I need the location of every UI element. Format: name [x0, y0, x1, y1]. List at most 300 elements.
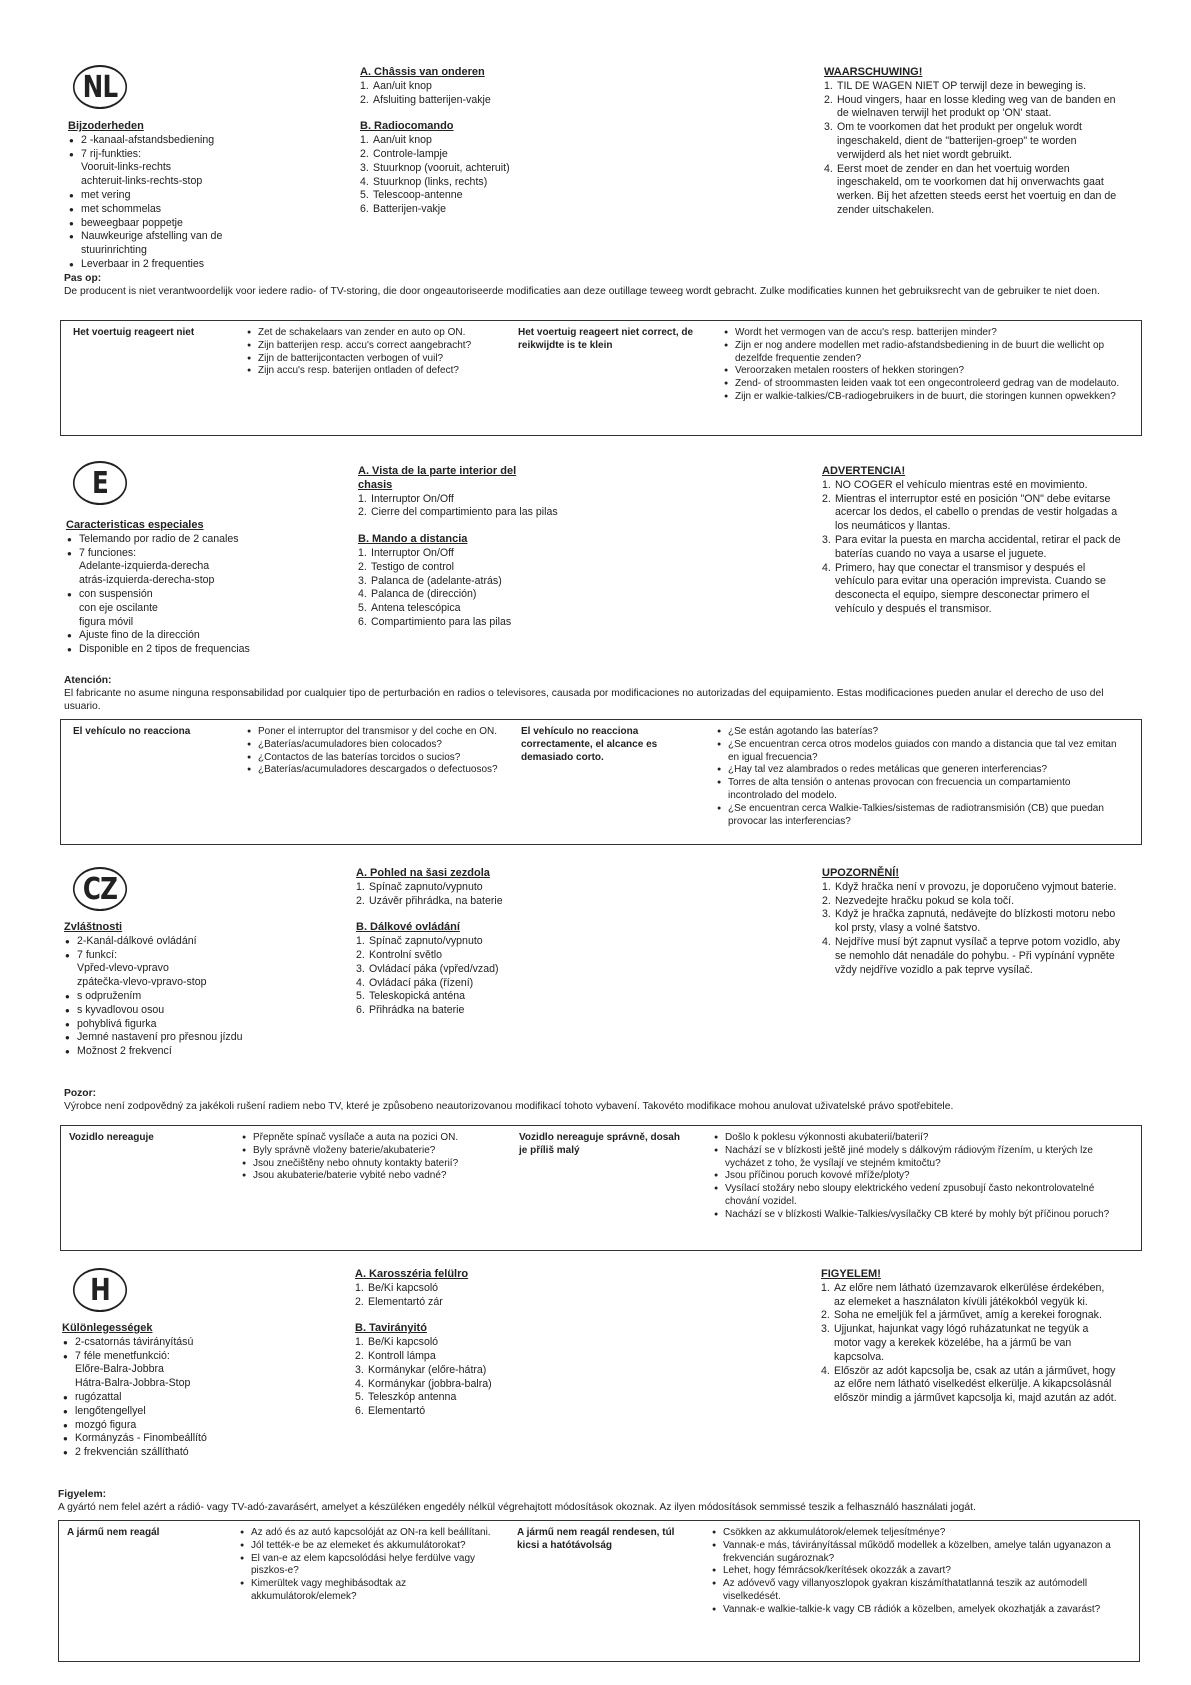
list-item-text: 2 -kanaal-afstandsbediening	[81, 133, 215, 146]
list-item-text: 2-Kanál-dálkové ovládání	[77, 934, 197, 947]
list-item	[821, 1323, 1117, 1364]
list-number: 1.	[824, 79, 833, 92]
features-title: Caracteristicas especiales	[66, 519, 204, 531]
list-number: 4.	[822, 561, 831, 574]
trouble1-title: Het voertuig reageert niet	[73, 327, 195, 338]
list-number: 3.	[356, 962, 365, 975]
parts-a-title: A. Vista de la parte interior del chasis	[358, 465, 517, 491]
list-number: 4.	[821, 1364, 830, 1377]
list-item-text: Houd vingers, haar en losse kleding weg van de banden en de wielnaven terwijl het produkt op 'ON' staat.	[837, 93, 1116, 120]
list-item	[66, 588, 286, 629]
warning-list	[822, 881, 1122, 978]
list-item	[360, 189, 590, 203]
list-item-text: Zend- of stroommasten leiden vaak tot een ongecontroleerd gedrag van de modelauto.	[735, 378, 1120, 390]
list-number: 1.	[358, 492, 367, 505]
trouble1-title: El vehículo no reacciona	[73, 726, 191, 737]
list-item-text: met schommelas	[81, 202, 162, 215]
language-badge: NL	[73, 65, 127, 109]
list-item	[360, 176, 590, 190]
list-item-text: ¿Baterías/acumuladores descargados o defectuosos?	[258, 764, 498, 776]
list-number: 1.	[358, 546, 367, 559]
parts-a-list	[358, 493, 588, 521]
parts-b-title: B. Radiocomando	[360, 120, 454, 133]
list-item-text: 2 frekvencián szállítható	[75, 1446, 189, 1459]
list-item-text: Stuurknop (links, rechts)	[373, 175, 488, 188]
troubleshooting-table	[60, 719, 1142, 845]
parts	[360, 66, 590, 217]
list-item	[355, 1364, 585, 1378]
list-item-text: Palanca de (dirección)	[371, 588, 477, 601]
list-item-text: Teleszkóp antenna	[368, 1391, 457, 1404]
list-number: 4.	[355, 1377, 364, 1390]
troubleshooting-table	[60, 320, 1142, 436]
list-item	[246, 353, 506, 366]
language-badge: H	[73, 1268, 127, 1312]
list-item	[821, 1309, 1117, 1323]
trouble1-list	[246, 726, 506, 777]
list-number: 2.	[360, 93, 369, 106]
features-title: Különlegességek	[62, 1322, 153, 1334]
list-number: 1.	[821, 1281, 830, 1294]
list-item-text: Veroorzaken metalen roosters of hekken storingen?	[735, 365, 965, 377]
list-number: 2.	[356, 948, 365, 961]
list-item-text: Vysílací stožáry nebo sloupy elektrického vedení zpusobují často nekontrolovatelné chování vozidel.	[725, 1183, 1095, 1207]
list-item	[62, 1432, 282, 1446]
trouble1-list	[239, 1527, 499, 1604]
warning-title: UPOZORNĚNÍ!	[822, 867, 899, 879]
list-item-text: Primero, hay que conectar el transmisor y después el vehículo para evitar una operación imprevista. Cuando se desconecta el equipo, siempre desconectar primero el vehículo y después el transmisor.	[835, 561, 1106, 615]
list-item-text: Ajuste fino de la dirección	[79, 629, 200, 642]
list-number: 2.	[822, 492, 831, 505]
list-item	[723, 327, 1133, 340]
list-item	[822, 562, 1126, 617]
features	[68, 120, 268, 272]
list-item	[358, 602, 588, 616]
list-number: 4.	[822, 935, 831, 948]
list-item	[62, 1446, 282, 1460]
list-item-text: Compartimiento para las pilas	[371, 615, 512, 628]
list-item	[822, 936, 1122, 977]
caution-text: A gyártó nem felel azért a rádió- vagy TV-adó-zavarásért, amelyet a készüléken engedély nélkül végrehajtott módosítások okoznak. Az ilyen módosítások semmissé teszik a felhasználó használati jogát.	[58, 1502, 976, 1513]
list-item	[64, 1018, 284, 1032]
list-item	[713, 1183, 1123, 1209]
list-item	[355, 1378, 585, 1392]
list-item	[713, 1209, 1123, 1222]
list-item-text: Jsou znečištěny nebo ohnuty kontakty baterií?	[253, 1157, 459, 1169]
list-item-text: s kyvadlovou osou	[77, 1003, 165, 1016]
list-item	[241, 1145, 501, 1158]
list-item	[62, 1391, 282, 1405]
warning-list	[824, 80, 1126, 218]
list-item	[356, 949, 586, 963]
list-item-text: Nachází se v blízkosti ještě jiné modely s dálkovým rádiovým řízením, u kterých lze vycházet z toho, že vysílají ve stejném kmitočtu?	[725, 1144, 1093, 1169]
list-item-text: Telescoop-antenne	[373, 189, 463, 202]
list-item-text: Interruptor On/Off	[371, 546, 454, 559]
warning-list	[821, 1282, 1117, 1406]
list-item-text: lengőtengellyel	[75, 1404, 146, 1417]
list-item-text: ¿Se encuentran cerca otros modelos guiados con mando a distancia que tal vez emitan en igual frecuencia?	[728, 738, 1117, 763]
list-item-text: Nauwkeurige afstelling van de stuurinrichting	[81, 230, 223, 257]
list-item	[246, 365, 506, 378]
parts-b-list	[356, 935, 586, 1018]
list-item-text: Byly správně vloženy baterie/akubaterie?	[253, 1144, 436, 1156]
list-item	[62, 1336, 282, 1350]
features	[66, 519, 286, 657]
list-item-text: Došlo k poklesu výkonnosti akubaterií/baterií?	[725, 1132, 929, 1143]
trouble2-list	[711, 1527, 1131, 1617]
list-item-text: Interruptor On/Off	[371, 492, 454, 505]
parts-b-title: B. Tavirányitó	[355, 1322, 427, 1335]
caution-text: De producent is niet verantwoordelijk voor iedere radio- of TV-storing, die door ongeautoriseerde modificaties aan deze outillage teweeg wordt gebracht. Zulke modificaties kunnen het gebruiksrecht van de gebruiker te niet doen.	[64, 286, 1100, 297]
warnings	[822, 867, 1122, 977]
list-item	[824, 163, 1126, 218]
list-item	[355, 1350, 585, 1364]
warnings	[821, 1268, 1117, 1406]
list-item	[360, 203, 590, 217]
list-number: 3.	[822, 908, 831, 921]
parts-b-list	[355, 1336, 585, 1419]
troubleshooting-table	[58, 1520, 1140, 1662]
list-item	[68, 230, 268, 258]
parts-a-title: A. Châssis van onderen	[360, 66, 485, 78]
list-item-text: Palanca de (adelante-atrás)	[371, 574, 502, 587]
caution	[58, 1488, 1123, 1514]
features-list	[64, 935, 284, 1059]
list-item-text: Testigo de control	[371, 560, 455, 573]
list-item-text: mozgó figura	[75, 1418, 137, 1431]
list-item-text: Batterijen-vakje	[373, 203, 447, 216]
list-item-text: ¿Baterías/acumuladores bien colocados?	[258, 738, 442, 750]
list-item-text: Stuurknop (vooruit, achteruit)	[373, 161, 510, 174]
list-item-text: Kimerültek vagy meghibásodtak az akkumulátorok/elemek?	[251, 1578, 407, 1602]
list-number: 1.	[356, 935, 365, 948]
list-item-text: Přihrádka na baterie	[369, 1004, 465, 1017]
list-item	[824, 94, 1126, 122]
list-item-text: 7 rij-funkties: Vooruit-links-rechts achteruit-links-rechts-stop	[81, 147, 203, 188]
caution	[64, 1087, 1129, 1113]
list-item-text: Ujjunkat, hajunkat vagy lógó ruházatunkat ne tegyük a motor vagy a kerekek közelébe, ha a jármű be van kapcsolva.	[834, 1323, 1089, 1363]
list-item-text: Elementartó	[368, 1405, 426, 1418]
list-item	[356, 1004, 586, 1018]
list-item-text: Jsou příčinou poruch kovové mříže/ploty?	[725, 1170, 910, 1182]
list-item	[358, 616, 588, 630]
list-item	[360, 80, 590, 94]
list-item-text: Be/Ki kapcsoló	[368, 1281, 439, 1294]
list-number: 1.	[360, 134, 369, 147]
list-item-text: Ovládací páka (vpřed/vzad)	[369, 962, 499, 975]
list-item	[239, 1527, 499, 1540]
list-item-text: met vering	[81, 188, 131, 201]
list-number: 6.	[356, 1004, 365, 1017]
caution-title: Pas op:	[64, 273, 102, 284]
list-item-text: Jemné nastavení pro přesnou jízdu	[77, 1031, 243, 1044]
list-number: 6.	[355, 1405, 364, 1418]
list-item-text: Zijn de batterijcontacten verbogen of vuil?	[258, 352, 444, 364]
list-number: 5.	[355, 1391, 364, 1404]
list-number: 3.	[822, 533, 831, 546]
list-number: 5.	[356, 990, 365, 1003]
trouble2-list	[723, 327, 1133, 404]
list-item-text: Lehet, hogy fémrácsok/kerítések okozzák a zavart?	[723, 1565, 951, 1577]
troubleshooting-table	[60, 1125, 1142, 1251]
list-number: 1.	[355, 1336, 364, 1349]
list-item	[356, 935, 586, 949]
list-item	[822, 895, 1122, 909]
list-item-text: Kormánykar (jobbra-balra)	[368, 1377, 492, 1390]
list-item	[360, 94, 590, 108]
list-item	[822, 881, 1122, 895]
list-item	[824, 121, 1126, 162]
list-item	[711, 1527, 1131, 1540]
list-item	[711, 1540, 1131, 1566]
list-number: 2.	[355, 1349, 364, 1362]
list-item	[716, 777, 1126, 803]
parts-a-title: A. Karosszéria felülro	[355, 1268, 469, 1280]
list-item-text: Kormánykar (előre-hátra)	[368, 1363, 487, 1376]
list-item-text: Zijn er walkie-talkies/CB-radiogebruikers in de buurt, die storingen kunnen opwekken?	[735, 390, 1116, 402]
list-item	[358, 506, 588, 520]
list-item-text: Controle-lampje	[373, 147, 448, 160]
list-item	[716, 803, 1126, 829]
list-item	[711, 1565, 1131, 1578]
list-item	[360, 134, 590, 148]
list-item-text: Nachází se v blízkosti Walkie-Talkies/vysílačky CB které by mohly být příčinou poruch?	[725, 1208, 1110, 1220]
list-item-text: rugózattal	[75, 1390, 122, 1403]
list-number: 4.	[360, 175, 369, 188]
features-list	[62, 1336, 282, 1460]
features	[62, 1322, 282, 1460]
list-item-text: Kontrolní světlo	[369, 948, 443, 961]
features-list	[68, 134, 268, 272]
list-item-text: Spínač zapnuto/vypnuto	[369, 880, 483, 893]
list-item-text: Zet de schakelaars van zender en auto op ON.	[258, 327, 466, 338]
list-item-text: Afsluiting batterijen-vakje	[373, 93, 491, 106]
list-item-text: Először az adót kapcsolja be, csak az után a járművet, hogy az előre nem látható viselkedést elkerülje. A kikapcsolásnál először mindig a járművet kapcsolja ki, majd azután az adót.	[834, 1364, 1117, 1405]
list-item	[358, 493, 588, 507]
list-item	[64, 1004, 284, 1018]
list-item-text: 7 funciones: Adelante-izquierda-derecha atrás-izquierda-derecha-stop	[79, 546, 215, 587]
list-item	[355, 1296, 585, 1310]
list-item-text: Torres de alta tensión o antenas provocan con frecuencia un compartamiento incontrolado del modelo.	[728, 777, 1071, 801]
parts-b-list	[358, 547, 588, 630]
warning-list	[822, 479, 1126, 617]
list-item	[356, 895, 586, 909]
features	[64, 921, 284, 1059]
list-item	[68, 148, 268, 189]
list-item	[246, 739, 506, 752]
list-item-text: Cierre del compartimiento para las pilas	[371, 506, 558, 519]
list-item-text: TIL DE WAGEN NIET OP terwijl deze in beweging is.	[837, 79, 1087, 92]
list-item	[241, 1132, 501, 1145]
warning-title: ADVERTENCIA!	[822, 465, 906, 477]
list-item	[64, 1045, 284, 1059]
trouble2-list	[716, 726, 1126, 828]
list-item-text: ¿Hay tal vez alambrados o redes metálicas que generen interferencias?	[728, 764, 1048, 776]
list-item	[713, 1132, 1123, 1145]
warnings	[824, 66, 1126, 218]
list-number: 5.	[358, 602, 367, 615]
list-item	[360, 148, 590, 162]
list-item-text: Kormányzás - Finombeállító	[75, 1432, 207, 1445]
parts	[355, 1268, 585, 1419]
list-item	[246, 752, 506, 765]
list-number: 3.	[824, 121, 833, 134]
list-item	[66, 533, 286, 547]
list-item-text: Teleskopická anténa	[369, 990, 465, 1003]
list-item-text: Mientras el interruptor esté en posición "ON" debe evitarse acercar los dedos, el cabello o prendas de vestir holgadas a los neumáticos y llantas.	[835, 492, 1118, 533]
caution-title: Atención:	[64, 675, 112, 686]
caution	[64, 674, 1129, 713]
list-item	[711, 1604, 1131, 1617]
list-item	[713, 1170, 1123, 1183]
list-item-text: Az előre nem látható üzemzavarok elkerülése érdekében, az elemeket a használaton kívüli játékokból vegyük ki.	[834, 1281, 1105, 1308]
list-item-text: Om te voorkomen dat het produkt per ongeluk wordt ingeschakeld, dient de "batterijen-groep" te worden verwijderd als het niet wordt gebruikt.	[837, 121, 1082, 161]
list-item	[822, 534, 1126, 562]
list-item	[713, 1145, 1123, 1171]
list-number: 2.	[358, 506, 367, 519]
list-item-text: Možnost 2 frekvencí	[77, 1045, 172, 1058]
list-item-text: Jól tették-e be az elemeket és akkumulátorokat?	[251, 1539, 466, 1551]
list-item	[355, 1405, 585, 1419]
list-item	[64, 935, 284, 949]
list-item-text: Telemando por radio de 2 canales	[79, 532, 239, 545]
list-item	[62, 1405, 282, 1419]
list-number: 1.	[822, 478, 831, 491]
list-item-text: s odpružením	[77, 989, 142, 1002]
list-number: 1.	[356, 880, 365, 893]
caution-title: Pozor:	[64, 1088, 97, 1099]
list-item	[246, 764, 506, 777]
list-item	[358, 588, 588, 602]
list-item-text: Spínač zapnuto/vypnuto	[369, 935, 483, 948]
parts	[358, 465, 588, 630]
list-number: 5.	[360, 189, 369, 202]
list-item	[66, 629, 286, 643]
list-item-text: Zijn batterijen resp. accu's correct aangebracht?	[258, 339, 472, 351]
trouble2-title: Vozidlo nereaguje správně, dosah je příliš malý	[519, 1132, 680, 1156]
list-item-text: Vannak-e walkie-talkie-k vagy CB rádiók a közelben, amelyek okozhatják a zavarást?	[723, 1603, 1101, 1615]
list-number: 6.	[360, 203, 369, 216]
list-item-text: Nejdříve musí být zapnut vysílač a teprve potom vozidlo, aby se nemohlo dát nenadále do pohybu. - Při vypínání vypněte vždy nejdříve vozidlo a pak teprve vysílač.	[835, 935, 1120, 976]
list-item-text: Disponible en 2 tipos de frequencias	[79, 643, 250, 656]
list-item	[64, 1031, 284, 1045]
warning-title: FIGYELEM!	[821, 1268, 881, 1280]
list-item-text: Be/Ki kapcsoló	[368, 1336, 439, 1349]
list-item-text: Soha ne emeljük fel a járművet, amíg a kerekei forognak.	[834, 1309, 1102, 1322]
list-item-text: Vannak-e más, távirányítással működő modellek a közelben, amelye talán ugyanazon a frekvencián sugároznak?	[723, 1539, 1111, 1564]
list-item	[239, 1540, 499, 1553]
list-item	[716, 764, 1126, 777]
list-item	[239, 1553, 499, 1579]
parts-b-title: B. Mando a distancia	[358, 533, 468, 546]
list-item	[360, 162, 590, 176]
list-item-text: Poner el interruptor del transmisor y del coche en ON.	[258, 726, 497, 737]
list-item-text: Leverbaar in 2 frequenties	[81, 257, 205, 270]
caution	[64, 272, 1129, 298]
list-number: 3.	[360, 161, 369, 174]
list-number: 4.	[358, 588, 367, 601]
list-number: 2.	[822, 894, 831, 907]
list-item-text: con suspensión con eje oscilante figura móvil	[79, 587, 158, 628]
list-item	[824, 80, 1126, 94]
list-item	[711, 1578, 1131, 1604]
list-item	[821, 1282, 1117, 1310]
parts-a-list	[356, 881, 586, 909]
list-number: 1.	[355, 1281, 364, 1294]
list-item-text: beweegbaar poppetje	[81, 216, 183, 229]
caution-text: El fabricante no asume ninguna responsabilidad por cualquier tipo de perturbación en radios o televisores, causada por modificaciones no autorizadas del equipamiento. Estas modificaciones pueden anular el derecho de uso del usuario.	[64, 688, 1104, 712]
list-number: 1.	[360, 79, 369, 92]
list-item	[356, 881, 586, 895]
list-item	[822, 479, 1126, 493]
trouble2-list	[713, 1132, 1123, 1222]
list-item	[239, 1578, 499, 1604]
list-item-text: 7 féle menetfunkció: Előre-Balra-Jobbra Hátra-Balra-Jobbra-Stop	[75, 1349, 191, 1390]
list-item-text: Nezvedejte hračku pokud se kola točí.	[835, 894, 1015, 907]
list-item-text: Eerst moet de zender en dan het voertuig worden ingeschakeld, om te voorkomen dat hij onverwachts gaat werken. Bij het afzetten steeds eerst het voertuig en dan de zender uitschakelen.	[837, 162, 1117, 216]
features-list	[66, 533, 286, 657]
list-item-text: Když je hračka zapnutá, nedávejte do blízkosti motoru nebo kol prsty, vlasy a volné šatstvo.	[835, 908, 1116, 935]
list-item-text: Zijn er nog andere modellen met radio-afstandsbediening in de buurt die wellicht op dezelfde frequentie zenden?	[735, 339, 1105, 364]
list-item	[64, 990, 284, 1004]
parts-b-title: B. Dálkové ovládání	[356, 921, 460, 934]
list-number: 6.	[358, 615, 367, 628]
list-item-text: Az adó és az autó kapcsolóját az ON-ra kell beállítani.	[251, 1527, 491, 1538]
list-item-text: ¿Contactos de las baterías torcidos o sucios?	[258, 751, 461, 763]
list-item	[821, 1365, 1117, 1406]
language-badge: CZ	[73, 867, 127, 911]
list-item-text: Zijn accu's resp. baterijen ontladen of defect?	[258, 365, 459, 377]
list-item	[723, 365, 1133, 378]
list-item	[246, 726, 506, 739]
list-item-text: Aan/uit knop	[373, 79, 432, 92]
list-item-text: 2-csatornás távirányítású	[75, 1335, 194, 1348]
list-item	[64, 949, 284, 990]
list-item	[62, 1350, 282, 1391]
list-item	[68, 203, 268, 217]
list-item	[246, 327, 506, 340]
features-title: Zvláštnosti	[64, 921, 123, 933]
list-number: 3.	[358, 574, 367, 587]
parts-b-list	[360, 134, 590, 217]
list-number: 2.	[821, 1309, 830, 1322]
list-item	[356, 990, 586, 1004]
list-item	[355, 1282, 585, 1296]
features-title: Bijzoderheden	[68, 120, 144, 132]
list-item	[723, 340, 1133, 366]
list-item	[358, 561, 588, 575]
list-item-text: El van-e az elem kapcsolódási helye ferdülve vagy piszkos-e?	[251, 1552, 476, 1577]
list-item	[358, 547, 588, 561]
list-number: 1.	[822, 880, 831, 893]
list-number: 2.	[355, 1295, 364, 1308]
list-item-text: Elementartó zár	[368, 1295, 443, 1308]
trouble2-title: Het voertuig reageert niet correct, de reikwijdte is te klein	[518, 327, 694, 351]
list-item-text: Ovládací páka (řízení)	[369, 976, 474, 989]
list-item	[68, 134, 268, 148]
parts	[356, 867, 586, 1018]
trouble1-title: A jármű nem reagál	[67, 1527, 160, 1538]
list-item-text: Kontroll lámpa	[368, 1349, 436, 1362]
list-item-text: ¿Se están agotando las baterías?	[728, 726, 879, 737]
list-item-text: Přepněte spínač vysílače a auta na pozici ON.	[253, 1132, 459, 1143]
list-item	[62, 1419, 282, 1433]
trouble2-title: El vehículo no reacciona correctamente, el alcance es demasiado corto.	[521, 726, 658, 763]
trouble1-list	[246, 327, 506, 378]
list-item	[355, 1391, 585, 1405]
list-number: 2.	[360, 147, 369, 160]
list-item-text: 7 funkcí: Vpřed-vlevo-vpravo zpátečka-vlevo-vpravo-stop	[77, 948, 207, 989]
